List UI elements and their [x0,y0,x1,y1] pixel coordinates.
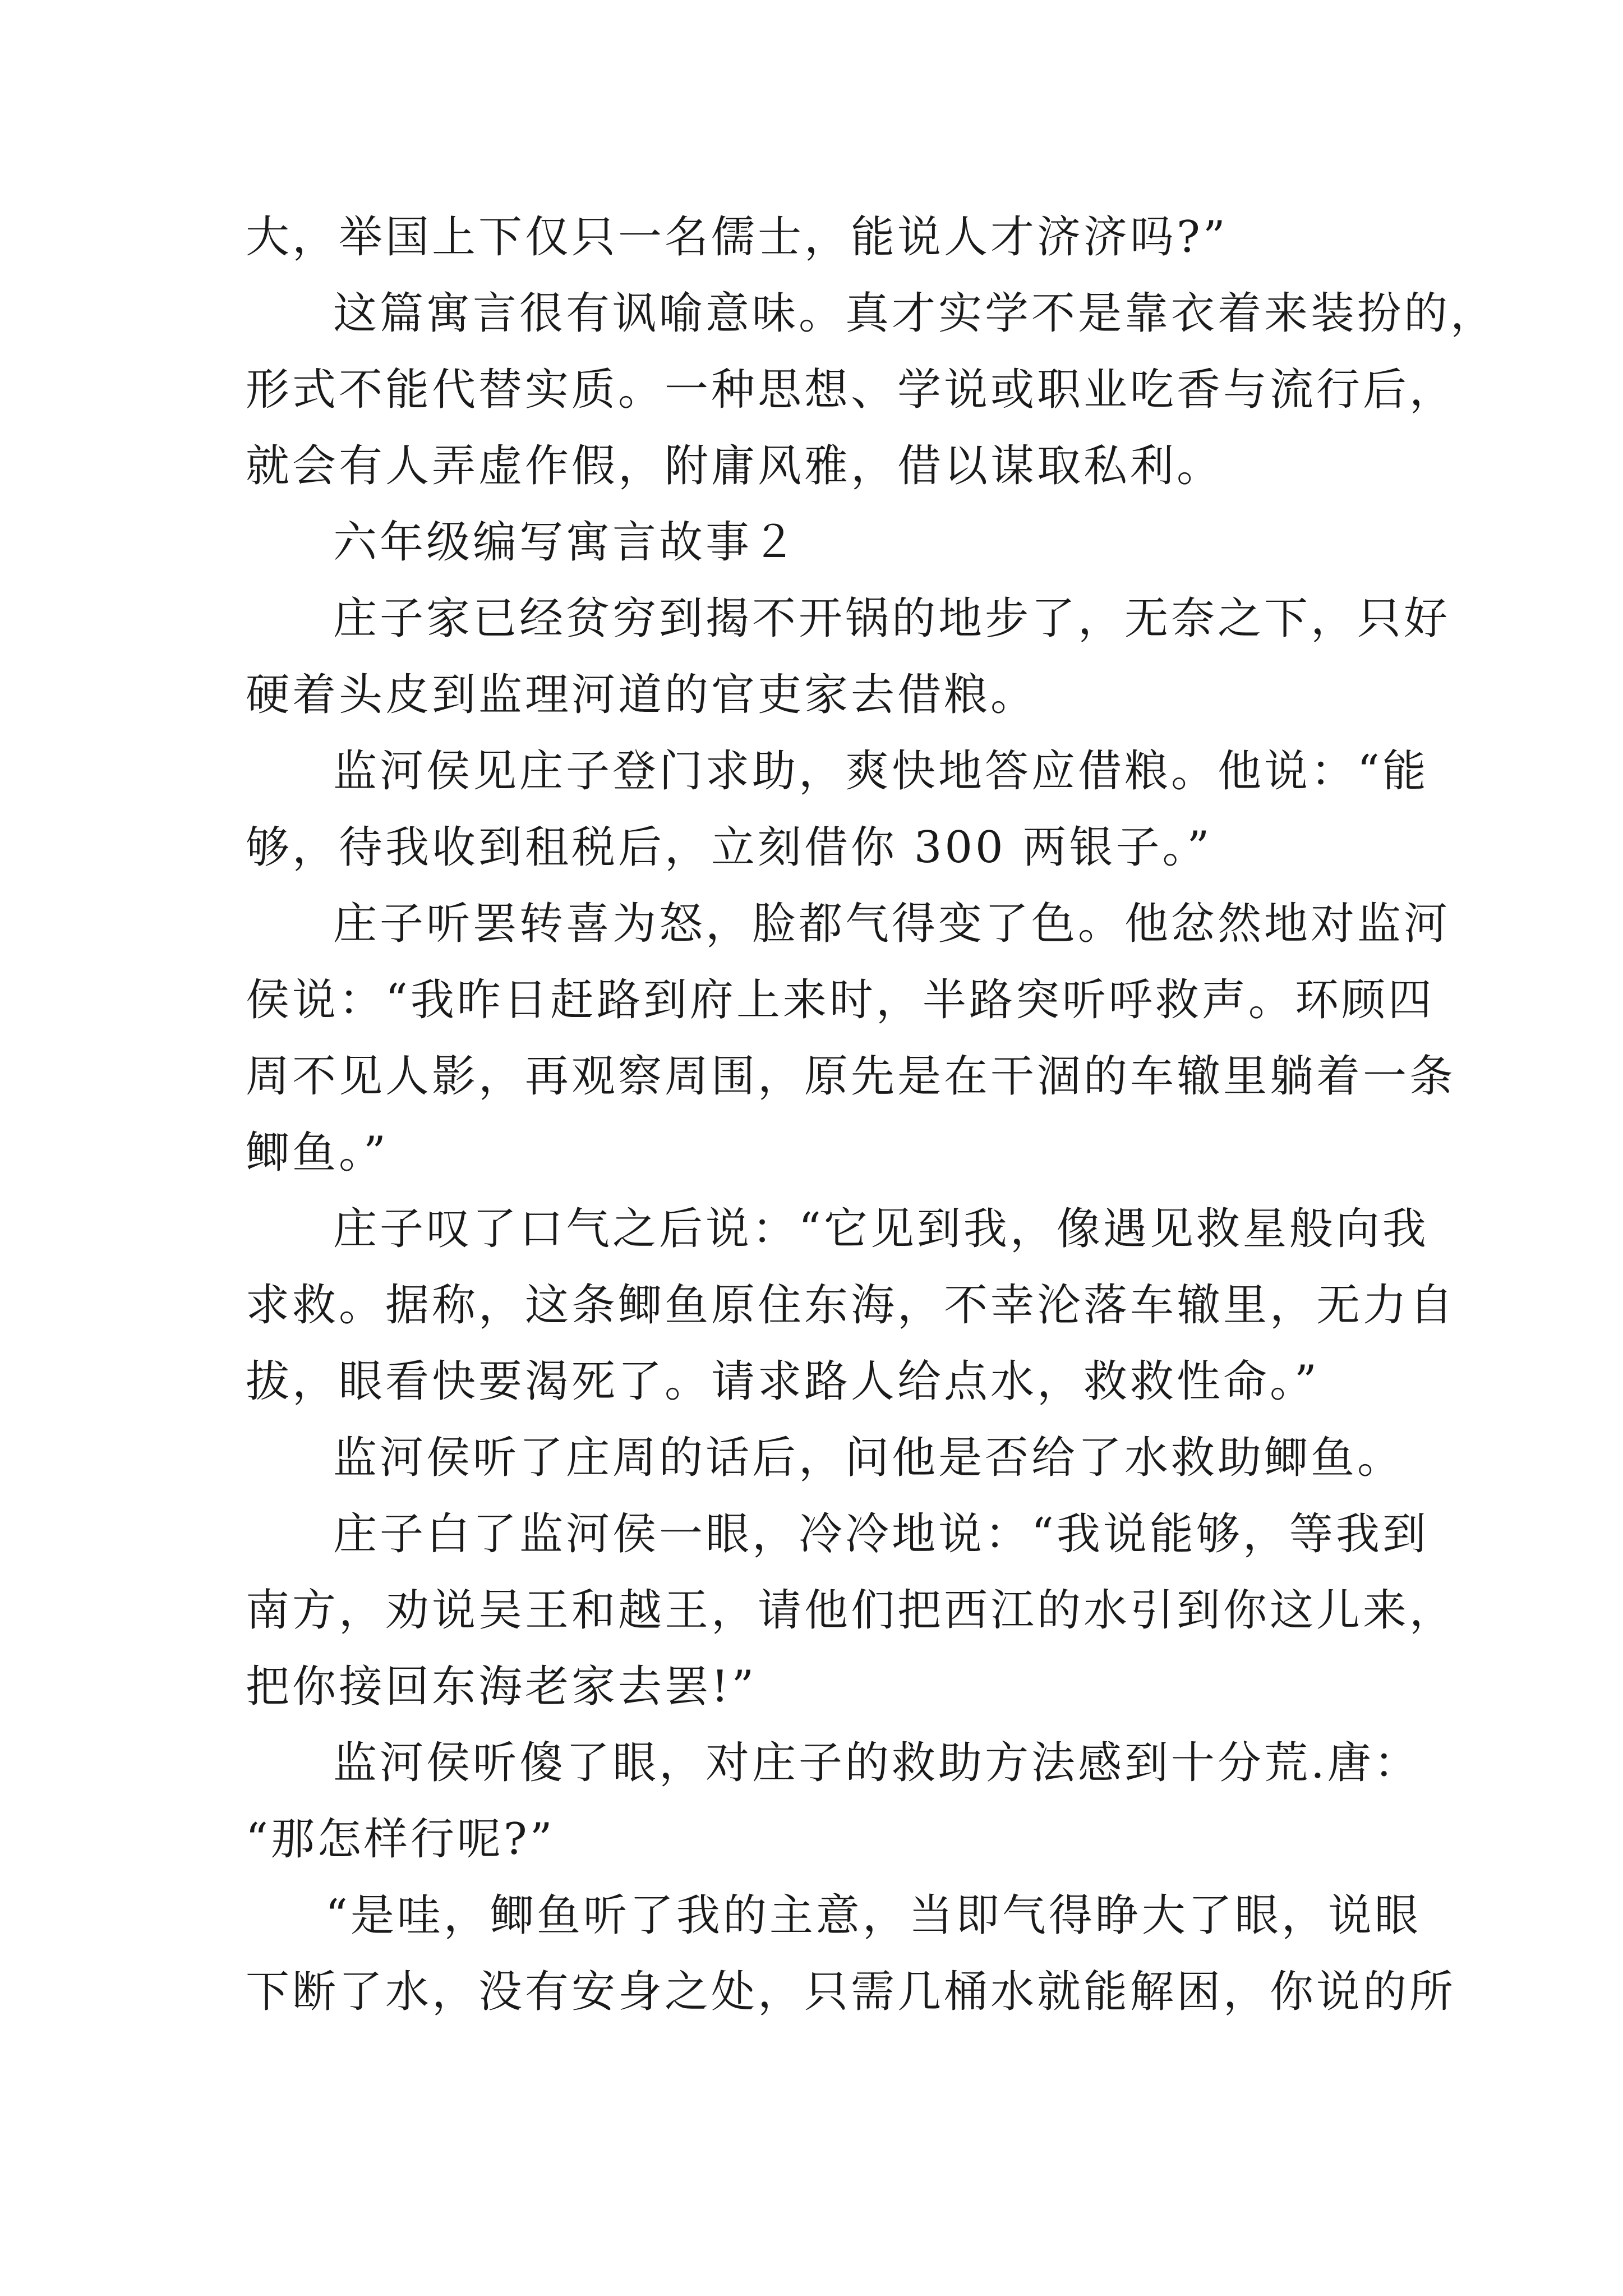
text-line: 拔，眼看快要渴死了。请求路人给点水，救救性命。” [246,1356,1320,1407]
text-line: 求救。据称，这条鲫鱼原住东海，不幸沦落车辙里，无力自 [246,1280,1456,1331]
text-line: “那怎样行呢?” [246,1814,555,1865]
text-line: 侯说：“我昨日赶路到府上来时，半路突听呼救声。环顾四 [246,975,1435,1025]
text-line: 监河侯听傻了眼，对庄子的救助方法感到十分荒.唐： [333,1738,1421,1788]
section-heading: 六年级编写寓言故事２ [333,517,799,568]
body-text [246,199,1497,2030]
text-line: 监河侯见庄子登门求助，爽快地答应借粮。他说：“能 [333,746,1429,797]
text-line: 大，举国上下仅只一名儒士，能说人才济济吗?” [246,212,1228,263]
text-line: 周不见人影，再观察周围，原先是在干涸的车辙里躺着一条 [246,1051,1456,1102]
text-line: “是哇，鲫鱼听了我的主意，当即气得睁大了眼，说眼 [325,1890,1421,1941]
text-line: 就会有人弄虚作假，附庸风雅，借以谋取私利。 [246,441,1224,491]
text-line: 这篇寓言很有讽喻意味。真才实学不是靠衣着来装扮的， [333,288,1497,339]
text-line: 鲫鱼。” [246,1128,389,1178]
text-line: 庄子叹了口气之后说：“它见到我，像遇见救星般向我 [333,1204,1429,1254]
text-line: 下断了水，没有安身之处，只需几桶水就能解困，你说的所 [246,1967,1456,2017]
text-line: 庄子听罢转喜为怒，脸都气得变了色。他忿然地对监河 [333,899,1451,949]
text-line: 形式不能代替实质。一种思想、学说或职业吃香与流行后， [246,365,1456,415]
text-line: 监河侯听了庄周的话后，问他是否给了水救助鲫鱼。 [333,1433,1404,1483]
text-line: 庄子家已经贫穷到揭不开锅的地步了，无奈之下，只好 [333,593,1451,644]
text-line: 南方，劝说吴王和越王，请他们把西江的水引到你这儿来， [246,1585,1456,1636]
text-line: 庄子白了监河侯一眼，冷冷地说：“我说能够，等我到 [333,1509,1429,1559]
text-line: 硬着头皮到监理河道的官吏家去借粮。 [246,670,1038,720]
text-line: 把你接回东海老家去罢!” [246,1662,757,1712]
text-line: 够，待我收到租税后，立刻借你 300 两银子。” [246,822,1212,873]
